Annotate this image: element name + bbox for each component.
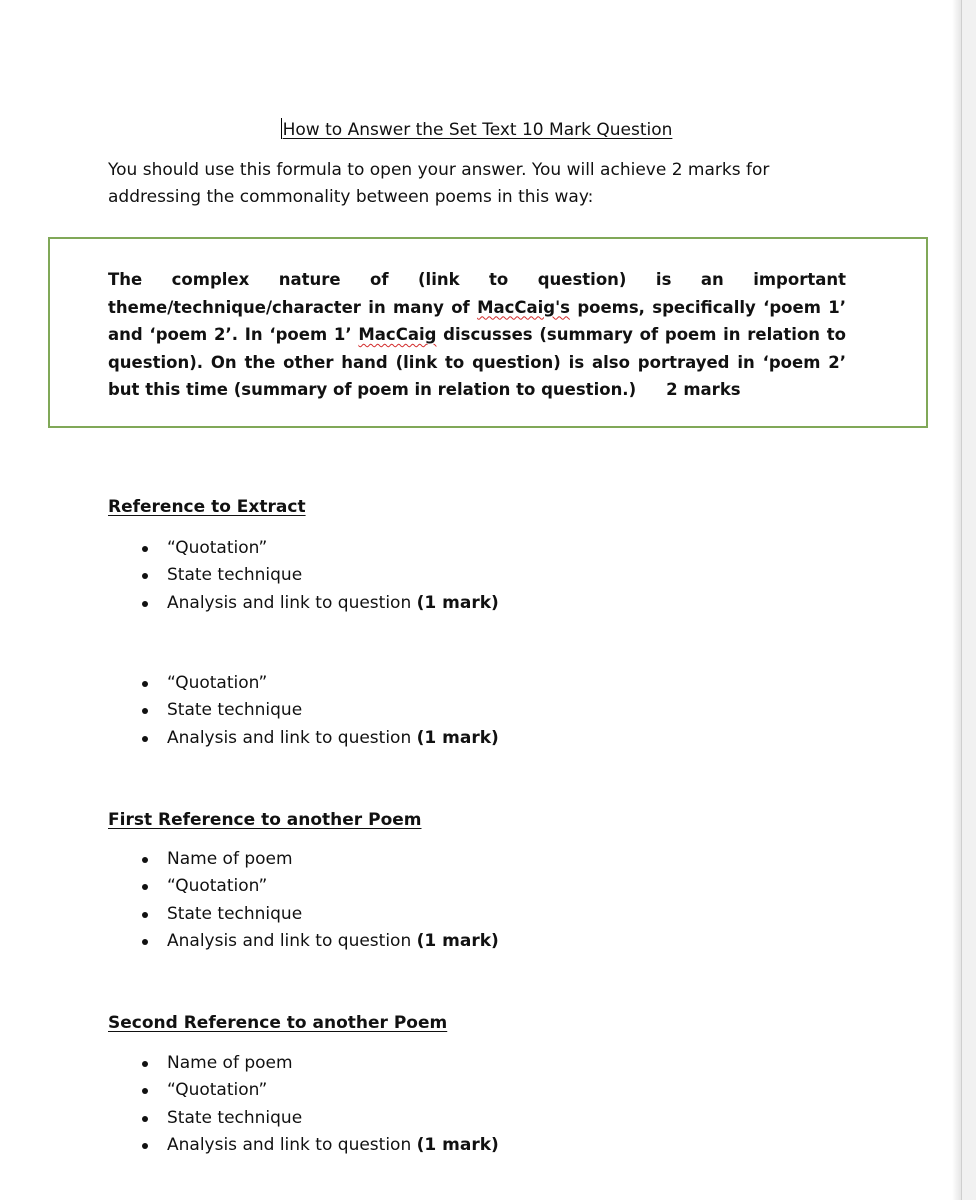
list-item — [167, 697, 499, 724]
list-item — [167, 1077, 499, 1104]
document-title — [0, 118, 953, 141]
list-item-text: State technique — [167, 1107, 303, 1128]
list-item — [167, 901, 499, 928]
formula-marks: 2 marks — [666, 380, 741, 399]
list-item-text: State technique — [167, 565, 303, 586]
list-item — [167, 1105, 499, 1132]
formula-paragraph — [108, 266, 846, 404]
list-item-text: “Quotation” — [167, 673, 268, 693]
heading-first-reference: First Reference to another Poem — [108, 810, 422, 830]
spelling-flag-maccaigs[interactable]: MacCaig's — [477, 297, 570, 317]
formula-part-1: The complex nature of (link to question) is an important theme/technique/character in many of — [108, 270, 846, 317]
list-item-mark: (1 mark) — [416, 1134, 499, 1155]
list-item — [167, 873, 499, 900]
text-cursor — [281, 118, 282, 139]
document-title-text: How to Answer the Set Text 10 Mark Question — [282, 120, 673, 140]
formula-part-3: discusses (summary of poem in relation to question). On the other hand (link to question) is also portrayed in ‘poem 2’ but this time (summary of poem in relation to question.) — [108, 325, 846, 399]
list-item — [167, 725, 499, 752]
list-item-text: State technique — [167, 700, 303, 721]
formula-part-2: poems, specifically ‘poem 1’ and ‘poem 2’. In ‘poem 1’ — [108, 297, 846, 344]
list-item — [167, 535, 499, 562]
list-item-text: Analysis and link to question — [167, 930, 417, 951]
second-reference-list — [167, 1050, 499, 1159]
list-item-text: Analysis and link to question — [167, 727, 417, 748]
list-item-text: Analysis and link to question — [167, 1134, 417, 1155]
list-item — [167, 590, 499, 617]
list-item — [167, 1050, 499, 1077]
heading-reference-to-extract: Reference to Extract — [108, 497, 306, 517]
page-shadow — [952, 0, 961, 1200]
intro-paragraph: You should use this formula to open your answer. You will achieve 2 marks for addressing the commonality between poems in this way: — [108, 160, 770, 207]
spelling-flag-maccaig[interactable]: MacCaig — [358, 325, 437, 344]
page-edge — [961, 0, 976, 1200]
list-item-mark: (1 mark) — [416, 727, 499, 748]
list-item-text: Analysis and link to question — [167, 592, 417, 613]
heading-second-reference: Second Reference to another Poem — [108, 1013, 448, 1033]
list-item-text: “Quotation” — [167, 538, 268, 558]
list-item-mark: (1 mark) — [416, 592, 499, 613]
extract-list-1 — [167, 535, 499, 617]
list-item — [167, 670, 499, 697]
extract-list-2 — [167, 670, 499, 752]
list-item-text: “Quotation” — [167, 876, 268, 897]
list-item-text: State technique — [167, 903, 303, 924]
list-item — [167, 562, 499, 589]
first-reference-list — [167, 846, 499, 955]
list-item-text: “Quotation” — [167, 1080, 268, 1101]
list-item — [167, 1132, 499, 1159]
list-item-text: Name of poem — [167, 1053, 293, 1073]
list-item-text: Name of poem — [167, 849, 293, 869]
list-item — [167, 928, 499, 955]
list-item-mark: (1 mark) — [416, 930, 499, 951]
list-item — [167, 846, 499, 873]
